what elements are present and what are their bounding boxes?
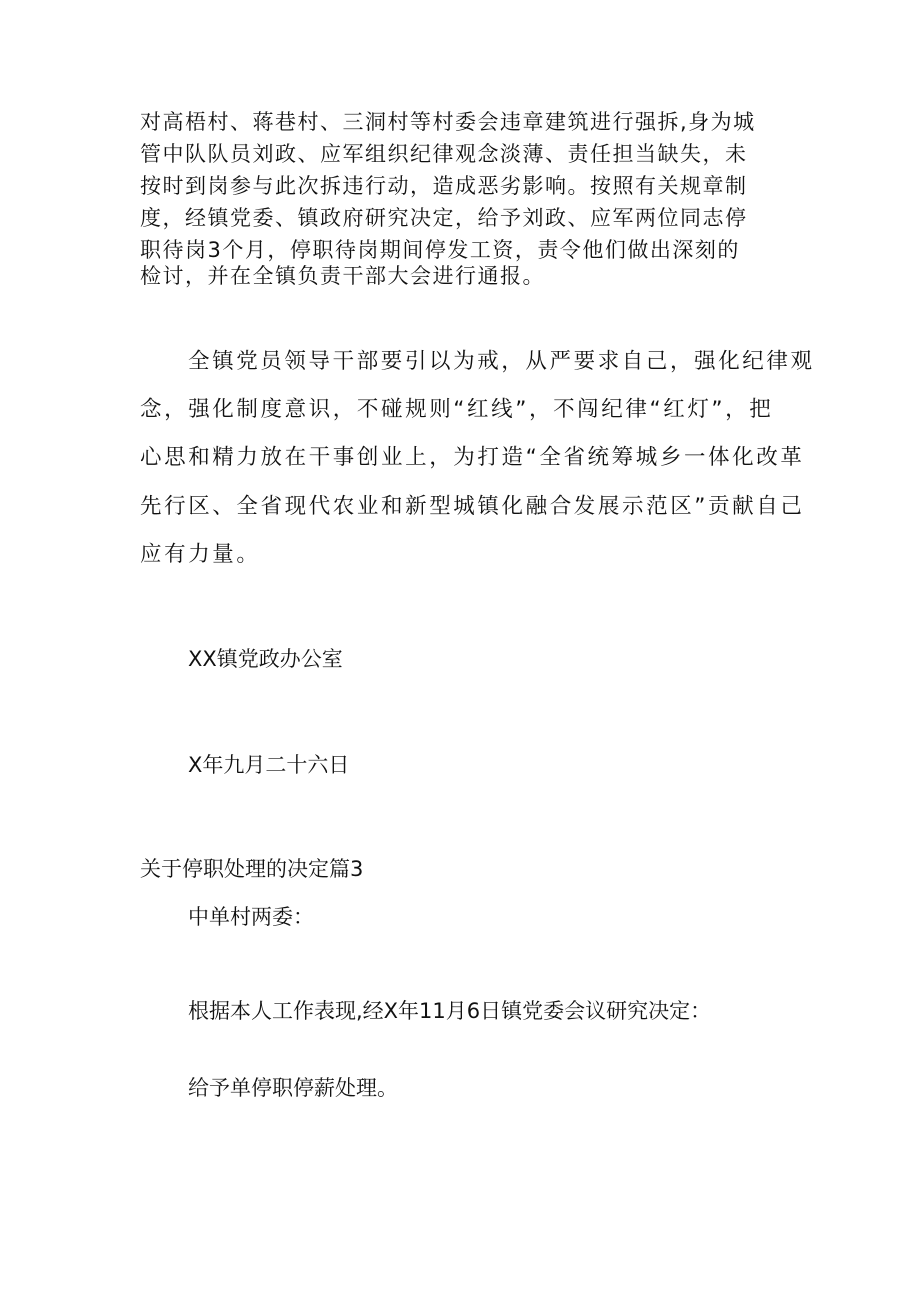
section-title: 关于停职处理的决定篇3	[140, 857, 364, 881]
paragraph-line: 检讨，并在全镇负责干部大会进行通报。	[140, 264, 545, 288]
paragraph-line: 先行区、全省现代农业和新型城镇化融合发展示范区”贡献自己	[140, 494, 805, 519]
paragraph-line: 按时到岗参与此次拆违行动，造成恶劣影响。按照有关规章制	[140, 174, 748, 198]
paragraph-line: 对高梧村、蒋巷村、三洞村等村委会违章建筑进行强拆,身为城	[140, 110, 756, 134]
paragraph-line: 应有力量。	[140, 542, 261, 567]
section-recipient: 中单村两委：	[188, 905, 314, 929]
section-body-2: 给予单停职停薪处理。	[188, 1076, 398, 1100]
signature-date: X年九月二十六日	[188, 753, 350, 777]
paragraph-line: 念，强化制度意识，不碰规则“红线”，不闯纪律“红灯”，把	[140, 397, 774, 422]
paragraph-line: 全镇党员领导干部要引以为戒，从严要求自己，强化纪律观	[188, 349, 815, 374]
paragraph-line: 职待岗3个月，停职待岗期间停发工资，责令他们做出深刻的	[140, 238, 740, 262]
paragraph-line: 心思和精力放在干事创业上，为打造“全省统筹城乡一体化改革	[140, 445, 805, 470]
section-body-1: 根据本人工作表现,经X年11月6日镇党委会议研究决定：	[188, 999, 712, 1023]
paragraph-line: 度，经镇党委、镇政府研究决定，给予刘政、应军两位同志停	[140, 206, 748, 230]
signature-office: XX镇党政办公室	[188, 647, 343, 671]
paragraph-line: 管中队队员刘政、应军组织纪律观念淡薄、责任担当缺失，未	[140, 142, 748, 166]
